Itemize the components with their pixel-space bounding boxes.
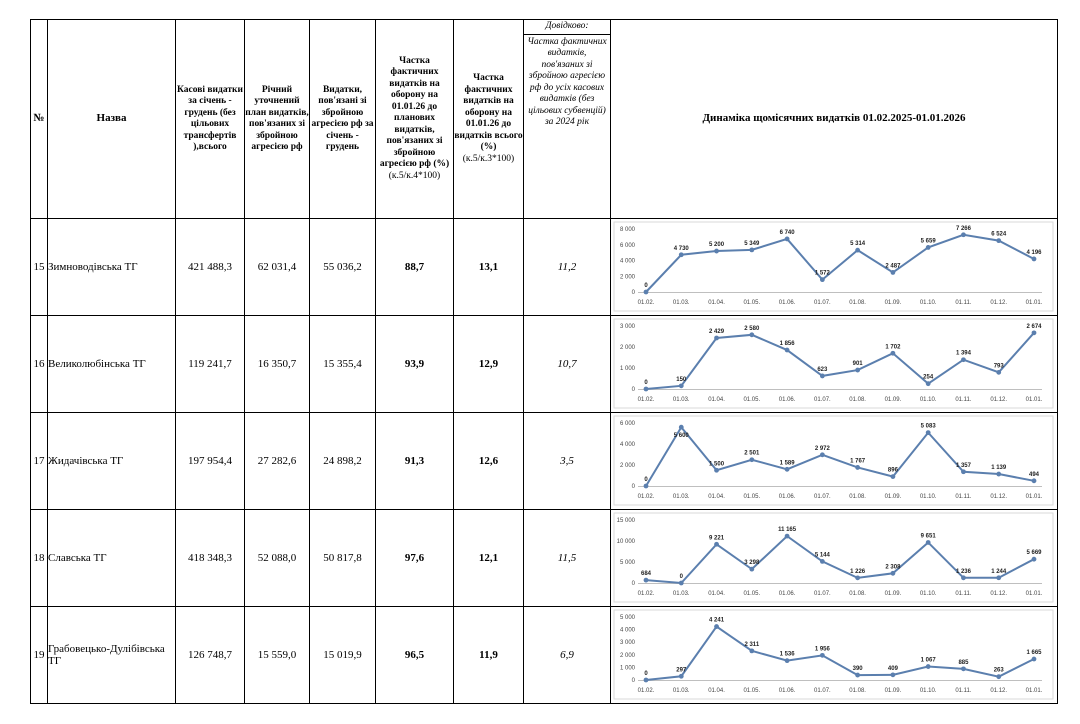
table-row (31, 607, 1058, 704)
x-tick-label: 01.02. (637, 494, 655, 500)
row-cash: 418 348,3 (176, 510, 245, 607)
header-spent: Видатки, пов'язані зі збройною агресією рф за січень - грудень (310, 20, 376, 219)
x-tick-label: 01.10. (919, 300, 937, 306)
y-tick-label: 0 (631, 484, 635, 490)
row-name: Грабовецько-Дулібівська ТГ (48, 607, 176, 704)
data-label: 9 651 (920, 533, 936, 540)
x-tick-label: 01.07. (814, 591, 831, 597)
row-number: 16 (31, 316, 48, 413)
table-row (31, 510, 1058, 607)
data-label: 1 226 (850, 568, 866, 575)
chart-frame (614, 513, 1053, 602)
row-name: Зимноводівська ТГ (48, 219, 176, 316)
data-label: 2 580 (744, 325, 760, 332)
series-line (646, 235, 1034, 292)
data-point (961, 357, 966, 362)
row-plan: 16 350,7 (245, 316, 310, 413)
data-label: 2 311 (744, 641, 760, 648)
y-tick-label: 3 000 (619, 324, 635, 330)
row-share-total: 13,1 (454, 219, 524, 316)
row-reference: 11,2 (524, 219, 611, 316)
row-plan: 15 559,0 (245, 607, 310, 704)
x-tick-label: 01.09. (884, 494, 902, 500)
x-tick-label: 01.12. (990, 688, 1008, 694)
data-label: 4 730 (673, 245, 689, 252)
data-point (644, 290, 649, 295)
data-label: 0 (679, 574, 683, 580)
header-no: № (31, 20, 48, 219)
data-point (855, 575, 860, 580)
data-label: 901 (852, 361, 863, 368)
data-point (644, 387, 649, 392)
x-tick-label: 01.06. (778, 397, 796, 403)
row-share-total: 11,9 (454, 607, 524, 704)
x-tick-label: 01.02. (637, 397, 655, 403)
data-label: 896 (887, 467, 898, 474)
data-label: 6 524 (991, 231, 1007, 238)
x-tick-label: 01.03. (672, 688, 690, 694)
x-tick-label: 01.07. (814, 688, 831, 694)
x-tick-label: 01.11. (955, 591, 972, 597)
monthly-expenditure-chart (611, 510, 1056, 605)
data-label: 0 (644, 671, 648, 677)
x-tick-label: 01.05. (743, 591, 761, 597)
x-tick-label: 01.10. (919, 591, 937, 597)
header-plan: Річний уточнений план видатків, пов'язаних зі збройною агресією рф (245, 20, 310, 219)
row-share-plan: 93,9 (376, 316, 454, 413)
data-label: 1 572 (814, 270, 830, 277)
y-tick-label: 4 000 (619, 442, 635, 448)
x-tick-label: 01.06. (778, 591, 796, 597)
data-point (820, 452, 825, 457)
series-line (646, 536, 1034, 583)
data-point (891, 571, 896, 576)
data-label: 1 767 (850, 458, 866, 465)
data-label: 150 (676, 376, 687, 383)
data-label: 1 856 (779, 341, 795, 348)
chart-frame (614, 222, 1053, 311)
data-label: 885 (958, 659, 969, 666)
x-tick-label: 01.01. (1025, 300, 1043, 306)
data-label: 297 (676, 667, 687, 674)
data-label: 4 196 (1026, 249, 1042, 256)
y-tick-label: 0 (631, 678, 635, 684)
data-point (855, 673, 860, 678)
data-label: 11 165 (778, 527, 797, 534)
x-tick-label: 01.08. (849, 494, 866, 500)
data-point (714, 542, 719, 547)
data-label: 1 956 (814, 646, 830, 653)
row-chart-cell (611, 219, 1058, 316)
data-label: 1 665 (1026, 650, 1042, 657)
y-tick-label: 6 000 (619, 242, 635, 249)
x-tick-label: 01.05. (743, 397, 761, 403)
data-point (785, 534, 790, 539)
monthly-expenditure-chart (611, 316, 1056, 411)
row-plan: 27 282,6 (245, 413, 310, 510)
x-tick-label: 01.11. (955, 688, 972, 694)
data-point (961, 232, 966, 237)
data-point (714, 249, 719, 254)
data-label: 1 236 (955, 568, 971, 575)
row-plan: 62 031,4 (245, 219, 310, 316)
row-spent: 50 817,8 (310, 510, 376, 607)
data-point (749, 457, 754, 462)
x-tick-label: 01.04. (708, 688, 725, 694)
data-point (926, 381, 931, 386)
data-point (891, 474, 896, 479)
data-label: 2 501 (744, 450, 760, 457)
data-label: 254 (923, 374, 934, 381)
data-point (996, 575, 1001, 580)
y-tick-label: 5 000 (619, 615, 635, 621)
data-point (749, 332, 754, 337)
data-label: 1 589 (779, 460, 795, 467)
y-tick-label: 6 000 (619, 421, 635, 427)
data-point (961, 469, 966, 474)
x-tick-label: 01.11. (955, 397, 972, 403)
reference-text: Частка фактичних видатків, пов'язаних зі збройною агресією рф до усіх касових видатків (без цільових субвенцій) за 2024 рік (527, 36, 607, 127)
x-tick-label: 01.10. (919, 397, 937, 403)
data-point (714, 624, 719, 629)
data-point (785, 237, 790, 242)
row-share-plan: 96,5 (376, 607, 454, 704)
x-tick-label: 01.11. (955, 494, 972, 500)
data-point (820, 559, 825, 564)
x-tick-label: 01.08. (849, 591, 866, 597)
data-point (644, 484, 649, 489)
row-plan: 52 088,0 (245, 510, 310, 607)
data-label: 2 674 (1026, 323, 1042, 330)
row-cash: 126 748,7 (176, 607, 245, 704)
x-tick-label: 01.07. (814, 300, 831, 306)
y-tick-label: 4 000 (619, 258, 635, 265)
y-tick-label: 4 000 (619, 627, 635, 634)
x-tick-label: 01.04. (708, 591, 725, 597)
row-chart-cell (611, 510, 1058, 607)
header-share-total-formula: (к.5/к.3*100) (462, 153, 515, 164)
y-tick-label: 0 (631, 290, 635, 296)
data-point (820, 277, 825, 282)
x-tick-label: 01.09. (884, 688, 902, 694)
y-tick-label: 3 000 (619, 640, 635, 647)
data-point (1032, 557, 1037, 562)
x-tick-label: 01.06. (778, 688, 796, 694)
data-label: 5 669 (1026, 550, 1042, 557)
x-tick-label: 01.12. (990, 494, 1008, 500)
row-cash: 119 241,7 (176, 316, 245, 413)
row-reference: 10,7 (524, 316, 611, 413)
row-chart-cell (611, 607, 1058, 704)
data-point (855, 248, 860, 253)
data-label: 1 536 (779, 651, 795, 658)
header-share-total (454, 20, 524, 219)
header-share-total-text: Частка фактичних видатків на оборону на 01.01.26 до видатків всього (%) (454, 73, 523, 152)
series-line (646, 333, 1034, 389)
monthly-expenditure-chart (611, 413, 1056, 508)
header-reference (524, 20, 611, 219)
data-point (1032, 657, 1037, 662)
data-label: 4 241 (709, 617, 725, 624)
row-spent: 24 898,2 (310, 413, 376, 510)
data-point (785, 348, 790, 353)
table-row (31, 219, 1058, 316)
data-point (926, 430, 931, 435)
data-point (961, 575, 966, 580)
x-tick-label: 01.12. (990, 300, 1008, 306)
data-label: 0 (644, 380, 648, 386)
data-point (714, 336, 719, 341)
monthly-expenditure-chart (611, 219, 1056, 314)
header-share-plan (376, 20, 454, 219)
data-label: 409 (887, 665, 898, 672)
data-point (679, 252, 684, 257)
data-point (679, 581, 684, 586)
chart-frame (614, 319, 1053, 408)
municipal-expenditure-table (30, 19, 1058, 704)
row-name: Жидачівська ТГ (48, 413, 176, 510)
data-label: 5 200 (709, 242, 725, 249)
data-label: 263 (993, 667, 1004, 674)
data-point (1032, 257, 1037, 262)
row-share-plan: 91,3 (376, 413, 454, 510)
row-reference: 3,5 (524, 413, 611, 510)
row-spent: 55 036,2 (310, 219, 376, 316)
x-tick-label: 01.07. (814, 494, 831, 500)
x-tick-label: 01.06. (778, 494, 796, 500)
x-tick-label: 01.01. (1025, 591, 1043, 597)
data-point (855, 368, 860, 373)
data-point (891, 351, 896, 356)
x-tick-label: 01.01. (1025, 494, 1043, 500)
x-tick-label: 01.10. (919, 688, 937, 694)
data-point (891, 270, 896, 275)
row-share-total: 12,9 (454, 316, 524, 413)
x-tick-label: 01.09. (884, 591, 902, 597)
data-point (749, 648, 754, 653)
header-dynamics: Динаміка щомісячних видатків 01.02.2025-01.01.2026 (611, 20, 1058, 219)
x-tick-label: 01.03. (672, 591, 690, 597)
row-name: Славська ТГ (48, 510, 176, 607)
data-label: 0 (644, 283, 648, 289)
data-point (1032, 478, 1037, 483)
data-point (785, 467, 790, 472)
row-share-plan: 97,6 (376, 510, 454, 607)
data-point (996, 238, 1001, 243)
x-tick-label: 01.03. (672, 300, 690, 306)
y-tick-label: 8 000 (619, 227, 635, 233)
data-label: 684 (640, 571, 652, 578)
row-reference: 11,5 (524, 510, 611, 607)
x-tick-label: 01.02. (637, 688, 655, 694)
x-tick-label: 01.05. (743, 300, 761, 306)
y-tick-label: 10 000 (616, 539, 635, 545)
row-cash: 421 488,3 (176, 219, 245, 316)
data-label: 1 500 (709, 461, 725, 468)
reference-title: Довідково: (524, 20, 610, 35)
data-label: 623 (817, 366, 828, 373)
data-point (820, 374, 825, 379)
data-label: 5 600 (673, 433, 689, 440)
data-label: 2 308 (885, 564, 901, 571)
data-label: 7 266 (955, 225, 971, 232)
data-label: 9 221 (709, 535, 725, 542)
y-tick-label: 1 000 (619, 665, 635, 672)
row-share-total: 12,6 (454, 413, 524, 510)
x-tick-label: 01.09. (884, 397, 902, 403)
x-tick-label: 01.03. (672, 397, 690, 403)
data-point (785, 658, 790, 663)
x-tick-label: 01.06. (778, 300, 796, 306)
x-tick-label: 01.12. (990, 397, 1008, 403)
x-tick-label: 01.08. (849, 688, 866, 694)
data-label: 5 144 (814, 552, 830, 559)
data-point (714, 468, 719, 473)
row-chart-cell (611, 316, 1058, 413)
x-tick-label: 01.04. (708, 397, 725, 403)
data-point (749, 567, 754, 572)
data-point (961, 666, 966, 671)
x-tick-label: 01.03. (672, 494, 690, 500)
row-chart-cell (611, 413, 1058, 510)
y-tick-label: 0 (631, 387, 635, 393)
data-label: 2 487 (885, 263, 901, 270)
row-reference: 6,9 (524, 607, 611, 704)
data-point (679, 674, 684, 679)
data-point (644, 578, 649, 583)
x-tick-label: 01.08. (849, 397, 866, 403)
data-point (749, 247, 754, 252)
data-label: 5 083 (920, 423, 936, 430)
x-tick-label: 01.10. (919, 494, 937, 500)
x-tick-label: 01.05. (743, 688, 761, 694)
y-tick-label: 2 000 (619, 463, 635, 469)
y-tick-label: 15 000 (616, 518, 635, 524)
x-tick-label: 01.09. (884, 300, 902, 306)
data-label: 1 702 (885, 344, 901, 351)
row-number: 15 (31, 219, 48, 316)
y-tick-label: 2 000 (619, 345, 635, 351)
data-label: 5 349 (744, 240, 760, 247)
data-point (1032, 330, 1037, 335)
y-tick-label: 2 000 (619, 652, 635, 659)
data-label: 1 139 (991, 465, 1007, 472)
x-tick-label: 01.04. (708, 494, 725, 500)
row-spent: 15 355,4 (310, 316, 376, 413)
data-label: 1 394 (955, 350, 971, 357)
data-label: 1 244 (991, 568, 1007, 575)
data-label: 390 (852, 666, 863, 673)
data-label: 2 972 (814, 445, 830, 452)
row-number: 18 (31, 510, 48, 607)
chart-frame (614, 610, 1053, 699)
x-tick-label: 01.07. (814, 397, 831, 403)
y-tick-label: 5 000 (619, 560, 635, 566)
data-point (926, 540, 931, 545)
row-number: 19 (31, 607, 48, 704)
y-tick-label: 2 000 (619, 274, 635, 281)
x-tick-label: 01.01. (1025, 397, 1043, 403)
data-label: 2 429 (709, 328, 725, 335)
monthly-expenditure-chart (611, 607, 1056, 702)
data-point (926, 664, 931, 669)
data-label: 1 067 (920, 657, 936, 664)
x-tick-label: 01.11. (955, 300, 972, 306)
header-share-plan-text: Частка фактичних видатків на оборону на 01.01.26 до планових видатків, пов'язаних зі збройною агресією рф (%) (379, 55, 450, 170)
data-label: 6 740 (779, 229, 795, 236)
table-row (31, 413, 1058, 510)
x-tick-label: 01.12. (990, 591, 1008, 597)
x-tick-label: 01.05. (743, 494, 761, 500)
series-line (646, 627, 1034, 680)
row-name: Великолюбінська ТГ (48, 316, 176, 413)
data-label: 3 298 (744, 560, 760, 567)
data-label: 793 (993, 363, 1004, 370)
row-share-plan: 88,7 (376, 219, 454, 316)
data-label: 1 357 (955, 462, 971, 469)
y-tick-label: 0 (631, 581, 635, 587)
row-cash: 197 954,4 (176, 413, 245, 510)
data-point (855, 465, 860, 470)
header-name: Назва (48, 20, 176, 219)
x-tick-label: 01.02. (637, 591, 655, 597)
header-share-plan-formula: (к.5/к.4*100) (388, 170, 441, 181)
x-tick-label: 01.02. (637, 300, 655, 306)
data-point (679, 425, 684, 430)
x-tick-label: 01.08. (849, 300, 866, 306)
y-tick-label: 1 000 (619, 366, 635, 372)
data-point (996, 472, 1001, 477)
data-label: 5 314 (850, 241, 866, 248)
data-label: 0 (644, 477, 648, 483)
x-tick-label: 01.04. (708, 300, 725, 306)
data-label: 5 659 (920, 238, 936, 245)
data-point (679, 383, 684, 388)
row-number: 17 (31, 413, 48, 510)
series-line (646, 427, 1034, 486)
row-spent: 15 019,9 (310, 607, 376, 704)
data-point (996, 370, 1001, 375)
table-row (31, 316, 1058, 413)
x-tick-label: 01.01. (1025, 688, 1043, 694)
data-point (926, 245, 931, 250)
header-cash: Касові видатки за січень - грудень (без цільових трансфертів ),всього (176, 20, 245, 219)
data-point (820, 653, 825, 658)
data-point (891, 672, 896, 677)
data-point (644, 678, 649, 683)
row-share-total: 12,1 (454, 510, 524, 607)
data-label: 494 (1028, 471, 1040, 478)
data-point (996, 674, 1001, 679)
